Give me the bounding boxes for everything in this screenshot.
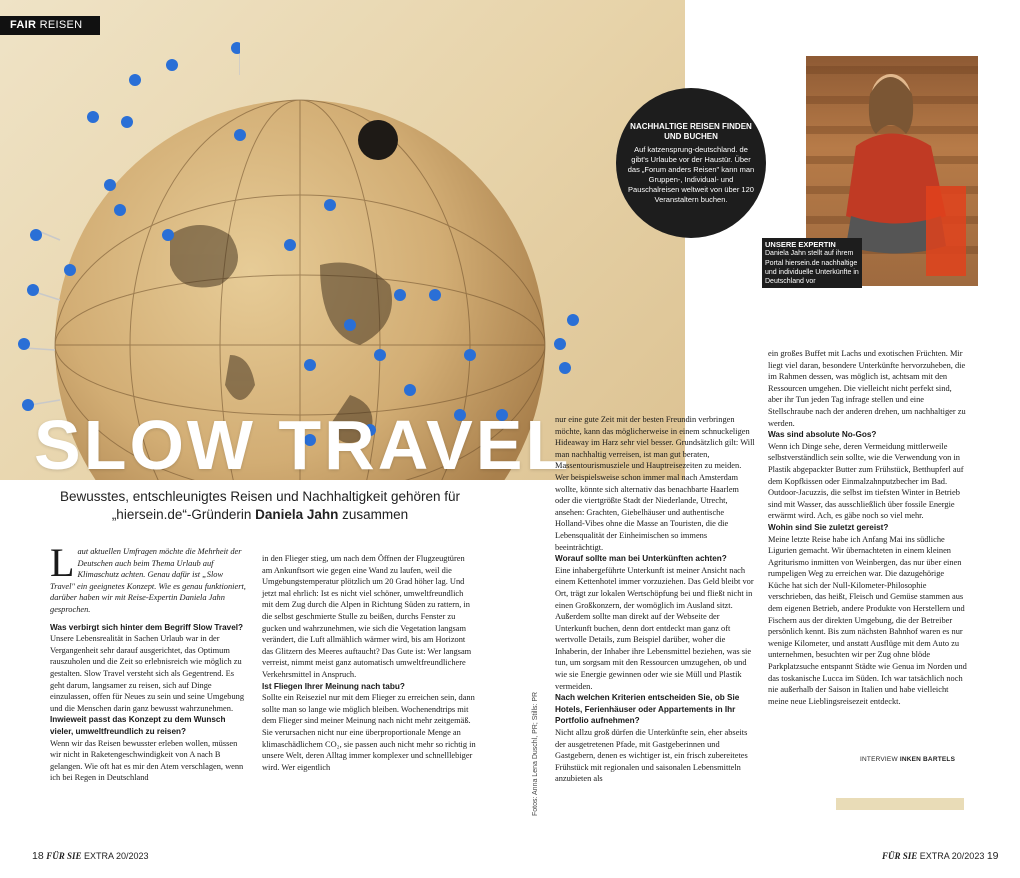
question: Inwieweit passt das Konzept zu dem Wunsch vieler, umweltfreundlich zu reisen? — [50, 715, 226, 736]
subtitle-end: zusammen — [338, 507, 409, 522]
interview-label: INTERVIEW — [860, 756, 900, 763]
intro-paragraph — [50, 540, 250, 616]
folio-right — [882, 850, 999, 862]
dropcap: L — [50, 540, 75, 585]
answer-paragraph: ein großes Buffet mit Lachs und exotischen Früchten. Mir liegt viel daran, besondere Unterkünfte hervorzuheben, die im Rahmen dessen, was möglich ist, achtsam mit den Ressourcen umgehen. Die vielleicht nicht perfekt sind, aber ihr Tun jeden Tag infrage stellen und eine Stellschraube nach der anderen drehen, um nachhaltiger zu werden. — [768, 349, 966, 428]
question: Ist Fliegen Ihrer Meinung nach tabu? — [262, 681, 405, 691]
article-column-3 — [555, 414, 755, 785]
photo-credit — [532, 691, 542, 816]
question: Wohin sind Sie zuletzt gereist? — [768, 522, 889, 532]
interviewer-name: INKEN BARTELS — [899, 756, 956, 763]
info-circle — [616, 88, 766, 238]
decorative-band — [836, 798, 964, 810]
answer-paragraph: Wenn wir das Reisen bewusster erleben wollen, müssen wir nicht in Raketengeschwindigkeit von A nach B gelangen. Wie oft hat es mir den Atem verschlagen, wenn ich bei Regen in Deutschland — [50, 738, 244, 783]
subtitle — [60, 488, 460, 524]
intro-text: aut aktuellen Umfragen möchte die Mehrheit der Deutschen auch beim Thema Urlaub auf Klimaschutz achten. Genau dafür ist „Slow Travel" ein geeignetes Konzept. Wie es genau funktioniert, darüber haben wir mit Reise-Expertin Daniela Jahn gesprochen. — [50, 547, 246, 614]
page-number-left: 18 — [32, 850, 44, 862]
question: Was sind absolute No-Gos? — [768, 430, 877, 440]
issue-label: EXTRA 20/2023 — [81, 851, 149, 861]
headline: SLOW TRAVEL — [34, 406, 572, 484]
subtitle-name: Daniela Jahn — [255, 507, 339, 522]
pins-left-edge — [0, 30, 240, 430]
magazine-brand: FÜR SIE — [46, 851, 82, 861]
answer-paragraph: Meine letzte Reise habe ich Anfang Mai ins südliche Ligurien gemacht. Wir übernachteten in einem kleinen Agriturismo inmitten von Weinbergen, das nur über einen rumpeligen Weg zu erreichen war. Die dazugehörige Küche hat sich der Null-Kilometer-Philosophie verschrieben, das heißt, Fleisch und Gemüse stammen aus dem eigenen Betrieb, andere Produkte von Herstellern und Fischern aus der direkten Umgebung, die der Betreiber persönlich kennt. Bis zum nächsten Bahnhof waren es nur wenige Kilometer, und anstatt Ausflüge mit dem Auto zu unternehmen, besuchten wir per Zug ohne blöde Parkplatzsuche entspannt Städte wie Genua im Norden und das toskanische Lucca im Süden. Ich war tatsächlich noch nie außerhalb der Saison in Italien und habe vielleicht meine neue Lieblingsreisezeit entdeckt. — [768, 534, 967, 706]
info-circle-text: Auf katzensprung-deutschland. de gibt's Urlaube vor der Haustür. Über das „Forum anders Reisen" kann man Gruppen-, Individual- und Pauschalreisen weltweit von über 120 Veranstaltern buchen. — [627, 144, 755, 204]
section-rubric — [0, 16, 100, 35]
answer-paragraph: in den Flieger stieg, um nach dem Öffnen der Flugzeugtüren am Ankunftsort wie gegen eine Wand zu laufen, weil die Umgebungstemperatur plötzlich um 20 Grad höher lag. Und jetzt mal ehrlich: Ist es nicht viel schöner, umweltfreundlich mit dem Zug durch die Alpen in Richtung Süden zu rattern, in die selbst geschmierte Stulle zu beißen, durchs Fenster zu gucken und wahrzunehmen, wie sich die Vegetation langsam verändert, die Luft allmählich wärmer wird, bis am Horizont das Glitzern des Meeres auftaucht? Das Gute ist: Wer langsam verreist, nimmt meist ganz automatisch umweltfreundlichere Verkehrsmittel in Anspruch. — [262, 554, 472, 679]
answer-paragraph: Sollte ein Reiseziel nur mit dem Flieger zu erreichen sein, dann sollte man so lange wie möglich bleiben. Wochenendtrips mit dem Flieger sind meiner Meinung nach nicht mehr zeitgemäß. Sie verursachen nicht nur eine überproportionale Menge an klimaschädlichem CO₂, sie passen auch nicht mehr so richtig in unsere Welt, deren Alltag immer komplexer und schnelllebiger wird. Wer eigentlich — [262, 693, 476, 772]
issue-label: EXTRA 20/2023 — [917, 851, 985, 861]
question: Nach welchen Kriterien entscheiden Sie, ob Sie Hotels, Ferienhäuser oder Appartements in Ihr Portfolio aufnehmen? — [555, 693, 740, 726]
magazine-brand: FÜR SIE — [882, 851, 918, 861]
question: Was verbirgt sich hinter dem Begriff Slow Travel? — [50, 622, 244, 632]
page-number-right: 19 — [986, 850, 999, 862]
article-column-4 — [768, 348, 968, 707]
answer-paragraph: Wenn ich Dinge sehe, deren Vermeidung mittlerweile selbstverständlich sein sollte, wie die Verwendung von in Plastik abgepackter Butter zum Frühstück, Betthupferl auf dem Kopfkissen oder Einmalzahnputzbecher im Bad. Outdoor-Jacuzzis, die selbst im tiefsten Winter in Betrieb sind mit Wasser, das ausschließlich über fossile Energie erwärmt wird. Ach, es gäbe noch so viel mehr. — [768, 441, 964, 521]
article-column-2 — [262, 553, 476, 773]
article-column-1 — [50, 540, 250, 784]
photo-caption-text: Daniela Jahn stellt auf ihrem Portal hiersein.de nachhaltige und individuelle Unterkünfte in Deutschland vor — [765, 250, 859, 286]
answer-paragraph: Nicht allzu groß dürfen die Unterkünfte sein, eher abseits der ausgetretenen Pfade, mit Gastgeberinnen und Gastgebern, denen es wichtiger ist, ein frisch zubereitetes Frühstück mit regionalen und saisonalen Lebensmitteln anzubieten als — [555, 728, 748, 784]
subtitle-text: Bewusstes, entschleunigtes Reisen und Nachhaltigkeit gehören für „hiersein.de“-Gründerin — [60, 489, 460, 522]
interview-credit — [860, 756, 955, 763]
answer-paragraph: Eine inhabergeführte Unterkunft ist meiner Ansicht nach einem Kettenhotel immer vorzuziehen. Das Geld bleibt vor Ort, trägt zur lokalen Wertschöpfung bei und fließt nicht in einen Großkonzern, der womöglich im Ausland sitzt. Außerdem sollte man direkt auf der Webseite der Unterkunft buchen, denn dort entdeckt man ganz oft wertvolle Details, zum Beispiel darüber, woher die Inhaberin, der Inhaber ihre Lebensmittel beziehen, was sie tun, um sorgsam mit den Ressourcen umzugehen, ob und wie sie Energie gewinnen oder wie sie Müll und Plastik vermeiden. — [555, 565, 754, 691]
answer-paragraph: Unsere Lebensrealität in Sachen Urlaub war in der Vergangenheit sehr darauf ausgerichtet, das Optimum rauszuholen und die Zeit so erlebnisreich wie möglich zu gestalten. Slow Travel versteht sich als Gegentrend. Es geht darum, langsamer zu reisen, sich auf Dinge einzulassen, offen für Neues zu sein und seine Umgebung und die Menschen darin ganz bewusst wahrzunehmen. — [50, 634, 245, 713]
answer-paragraph: nur eine gute Zeit mit der besten Freundin verbringen möchte, kann das möglicherweise in einem schnuckeligen Hideaway im Harz sehr viel besser. Grundsätzlich gilt: Will man nachhaltig verreisen, ist man gut beraten, Massentourismusziele und Hauptreisezeiten zu meiden. Wer beispielsweise schon immer mal nach Amsterdam wollte, könnte sich alternativ das benachbarte Haarlem oder die viertgrößte Stadt der Niederlande, Utrecht, ansehen: Grachten, Giebelhäuser und authentische Holland-Vibes ohne die Masse an Touristen, die die Lebensqualität der Einheimischen so immens beeinträchtigt. — [555, 415, 755, 552]
photo-credit-text: Fotos: Anna Lena Duschl, PR; Stills: PR — [532, 691, 539, 816]
photo-caption — [762, 238, 862, 288]
info-circle-title: NACHHALTIGE REISEN FINDEN UND BUCHEN — [630, 121, 752, 141]
rubric-rest: REISEN — [36, 19, 83, 31]
photo-caption-title: UNSERE EXPERTIN — [765, 240, 836, 249]
question: Worauf sollte man bei Unterkünften achten? — [555, 554, 727, 564]
rubric-bold: FAIR — [10, 19, 37, 31]
folio-left — [32, 850, 149, 862]
